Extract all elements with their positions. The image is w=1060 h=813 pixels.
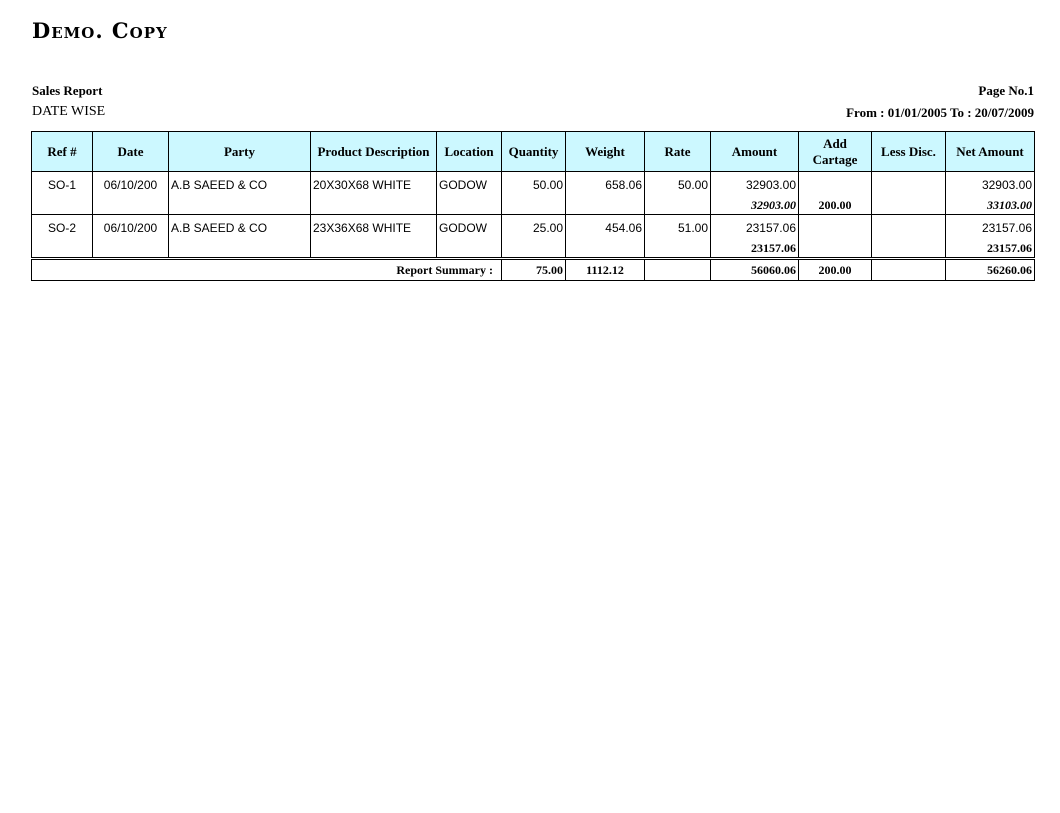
cell-net: 23157.06 bbox=[946, 215, 1035, 240]
col-disc: Less Disc. bbox=[872, 132, 946, 172]
col-date: Date bbox=[93, 132, 169, 172]
cell-disc bbox=[872, 172, 946, 197]
col-party: Party bbox=[169, 132, 311, 172]
cell-ref: SO-1 bbox=[32, 172, 93, 197]
cell-location: GODOW bbox=[437, 215, 502, 240]
report-name: Sales Report bbox=[32, 83, 103, 98]
cell-quantity: 25.00 bbox=[502, 215, 566, 240]
cell-location: GODOW bbox=[437, 172, 502, 197]
report-type: DATE WISE bbox=[32, 104, 106, 119]
col-weight: Weight bbox=[566, 132, 645, 172]
col-amount: Amount bbox=[711, 132, 799, 172]
table-row bbox=[32, 172, 1035, 197]
cell-cartage bbox=[799, 215, 872, 240]
table-row bbox=[32, 215, 1035, 240]
subtotal-cartage: 200.00 bbox=[799, 196, 872, 215]
sales-table bbox=[31, 131, 1035, 281]
col-rate: Rate bbox=[645, 132, 711, 172]
cell-net: 32903.00 bbox=[946, 172, 1035, 197]
cell-rate: 51.00 bbox=[645, 215, 711, 240]
date-range: From : 01/01/2005 To : 20/07/2009 bbox=[846, 105, 1034, 120]
table-subtotal-row bbox=[32, 239, 1035, 258]
cell-date: 06/10/200 bbox=[93, 215, 169, 240]
col-location: Location bbox=[437, 132, 502, 172]
cell-product: 20X30X68 WHITE bbox=[311, 172, 437, 197]
summary-label: Report Summary : bbox=[32, 260, 502, 281]
summary-cartage: 200.00 bbox=[799, 260, 872, 281]
cell-disc bbox=[872, 215, 946, 240]
col-quantity: Quantity bbox=[502, 132, 566, 172]
summary-weight: 1112.12 bbox=[566, 260, 645, 281]
subtotal-net: 33103.00 bbox=[946, 196, 1035, 215]
table-subtotal-row bbox=[32, 196, 1035, 215]
col-ref: Ref # bbox=[32, 132, 93, 172]
cell-ref: SO-2 bbox=[32, 215, 93, 240]
cell-quantity: 50.00 bbox=[502, 172, 566, 197]
col-cartage: Add Cartage bbox=[799, 132, 872, 172]
table-header-row bbox=[32, 132, 1035, 172]
summary-quantity: 75.00 bbox=[502, 260, 566, 281]
page-number: Page No.1 bbox=[978, 83, 1034, 98]
col-net: Net Amount bbox=[946, 132, 1035, 172]
cell-product: 23X36X68 WHITE bbox=[311, 215, 437, 240]
cell-weight: 454.06 bbox=[566, 215, 645, 240]
cell-rate: 50.00 bbox=[645, 172, 711, 197]
summary-net: 56260.06 bbox=[946, 260, 1035, 281]
subtotal-net: 23157.06 bbox=[946, 239, 1035, 258]
cell-amount: 23157.06 bbox=[711, 215, 799, 240]
summary-amount: 56060.06 bbox=[711, 260, 799, 281]
cell-date: 06/10/200 bbox=[93, 172, 169, 197]
cell-weight: 658.06 bbox=[566, 172, 645, 197]
subtotal-amount: 23157.06 bbox=[711, 239, 799, 258]
cell-party: A.B SAEED & CO bbox=[169, 172, 311, 197]
demo-copy-watermark: Demo. Copy bbox=[32, 18, 168, 43]
report-summary-row bbox=[32, 260, 1035, 281]
cell-amount: 32903.00 bbox=[711, 172, 799, 197]
col-product: Product Description bbox=[311, 132, 437, 172]
cell-cartage bbox=[799, 172, 872, 197]
subtotal-amount: 32903.00 bbox=[711, 196, 799, 215]
subtotal-cartage bbox=[799, 239, 872, 258]
cell-party: A.B SAEED & CO bbox=[169, 215, 311, 240]
